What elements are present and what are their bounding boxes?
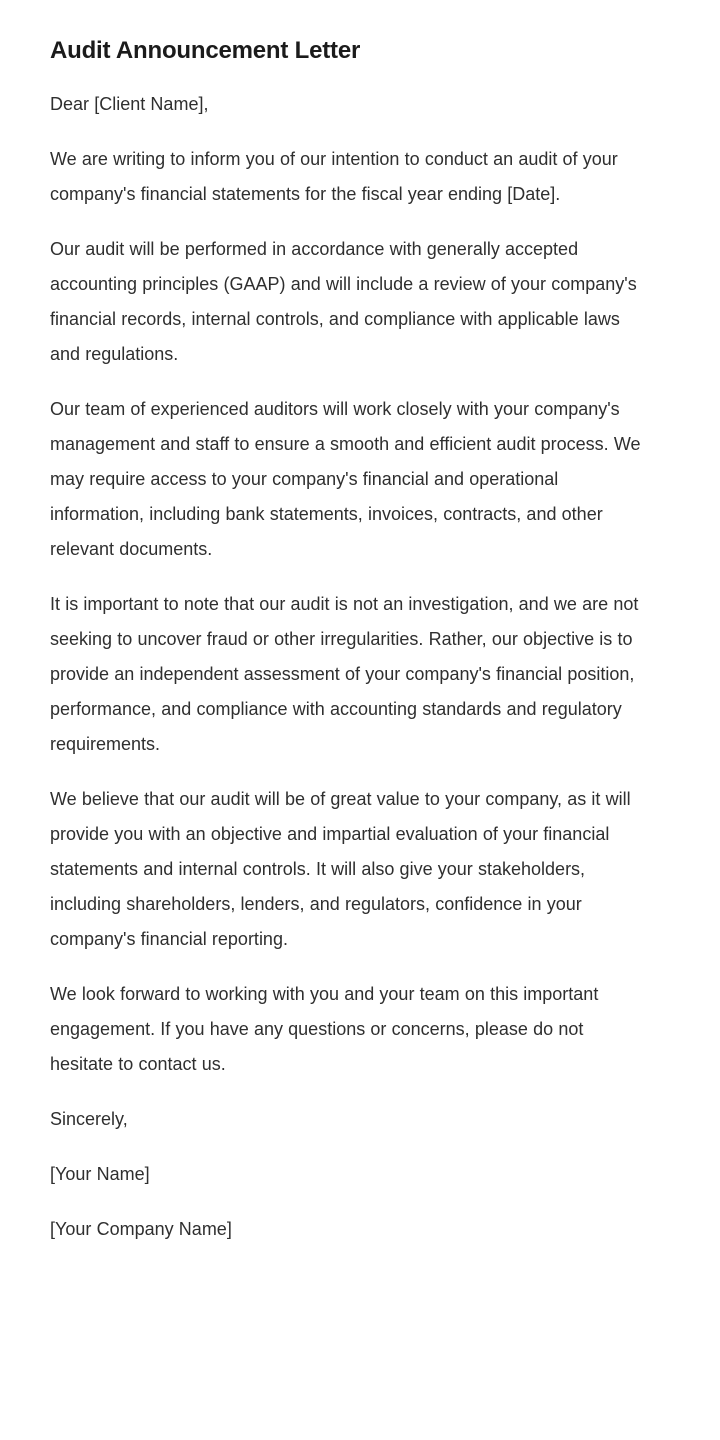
page-title: Audit Announcement Letter [50,37,361,64]
body-paragraph-2: Our audit will be performed in accordance with generally accepted accounting principles (GAAP) and will include a review of your company's financial records, internal controls, and compliance with applicable laws and regulations. [50,239,637,364]
salutation-line: Dear [Client Name], [50,94,209,114]
body-paragraph-4: It is important to note that our audit is not an investigation, and we are not seeking to uncover fraud or other irregularities. Rather, our objective is to provide an independent assessment of your company's financial position, performance, and compliance with accounting standards and regulatory requirements. [50,594,639,754]
body-paragraph-6: We look forward to working with you and your team on this important engagement. If you have any questions or concerns, please do not hesitate to contact us. [50,984,599,1074]
body-paragraph-3: Our team of experienced auditors will work closely with your company's management and staff to ensure a smooth and efficient audit process. We may require access to your company's financial and operational information, including bank statements, invoices, contracts, and other relevant documents. [50,399,641,559]
signature-name-placeholder: [Your Name] [50,1164,150,1184]
closing-line: Sincerely, [50,1109,128,1129]
body-paragraph-5: We believe that our audit will be of great value to your company, as it will provide you with an objective and impartial evaluation of your financial statements and internal controls. It will also give your stakeholders, including shareholders, lenders, and regulators, confidence in your company's financial reporting. [50,789,631,949]
signature-company-placeholder: [Your Company Name] [50,1219,232,1239]
letter-body [50,87,650,1247]
body-paragraph-1: We are writing to inform you of our intention to conduct an audit of your company's financial statements for the fiscal year ending [Date]. [50,149,618,204]
